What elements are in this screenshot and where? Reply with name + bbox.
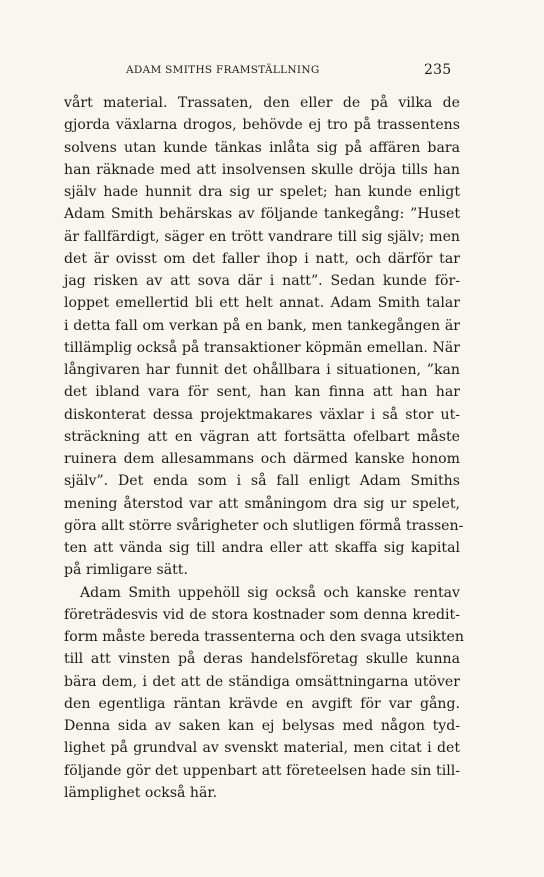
page-number: 235 — [424, 62, 452, 78]
text-line: han räknade med att insolvensen skulle dröja tills han — [64, 161, 460, 178]
text-line: den egentliga räntan krävde en avgift för var gång. — [64, 695, 460, 712]
text-line: jag risken av att sova där i natt”. Sedan kunde för- — [64, 273, 460, 289]
text-line: ruinera dem allesammans och därmed kanske honom — [64, 451, 460, 467]
text-line: form måste bereda trassenterna och den svaga utsikten — [64, 629, 464, 645]
text-line: själv”. Det enda som i så fall enligt Adam Smiths — [64, 473, 460, 490]
text-line: vårt material. Trassaten, den eller de på vilka de — [64, 95, 460, 111]
text-line: ten att vända sig till andra eller att skaffa sig kapital — [64, 540, 460, 556]
text-line: tillämplig också på transaktioner köpmän emellan. När — [64, 339, 460, 356]
text-line: det ibland vara för sent, han kan finna att han har — [64, 384, 460, 401]
text-line: det är ovisst om det faller ihop i natt, och därför tar — [64, 250, 460, 267]
text-line: Adam Smith behärskas av följande tankegång: ”Huset — [64, 206, 460, 223]
text-line: Denna sida av saken kan ej belysas med någon tyd- — [64, 718, 460, 734]
text-line: i detta fall om verkan på en bank, men tankegången är — [64, 317, 460, 334]
running-title: ADAM SMITHS FRAMSTÄLLNING — [126, 64, 320, 76]
text-line: Adam Smith uppehöll sig också och kanske rentav — [80, 584, 460, 601]
text-line: företrädesvis vid de stora kostnader som denna kredit- — [64, 606, 460, 623]
text-line: sträckning att en vägran att fortsätta ofelbart måste — [64, 428, 460, 445]
text-line: långivaren har funnit det ohållbara i situationen, ”kan — [64, 362, 460, 378]
body-text — [64, 92, 464, 804]
text-line: följande gör det uppenbart att företeelsen hade sin till- — [64, 762, 460, 779]
text-line: solvens utan kunde tänkas inlåta sig på affären bara — [64, 139, 460, 156]
text-line: är fallfärdigt, säger en trött vandrare till sig själv; men — [64, 228, 460, 245]
text-line: gjorda växlarna drogos, behövde ej tro på trassentens — [64, 117, 460, 134]
text-line: mening återstod var att småningom dra sig ur spelet, — [64, 495, 460, 512]
text-line: till att vinsten på deras handelsföretag skulle kunna — [64, 651, 460, 668]
text-line: loppet emellertid bli ett helt annat. Adam Smith talar — [64, 295, 460, 312]
text-line: lighet på grundval av svenskt material, men citat i det — [64, 740, 460, 757]
text-line: på rimligare sätt. — [64, 562, 188, 579]
text-line: lämplighet också här. — [64, 784, 218, 801]
text-line: diskonterat dessa projektmakares växlar i så stor ut- — [64, 406, 460, 423]
text-line: göra allt större svårigheter och slutligen förmå trassen- — [64, 517, 464, 534]
running-head — [0, 64, 544, 82]
text-line: själv hade hunnit dra sig ur spelet; han kunde enligt — [64, 184, 460, 200]
text-line: bära dem, i det att de ständiga omsättningarna utöver — [64, 673, 460, 690]
